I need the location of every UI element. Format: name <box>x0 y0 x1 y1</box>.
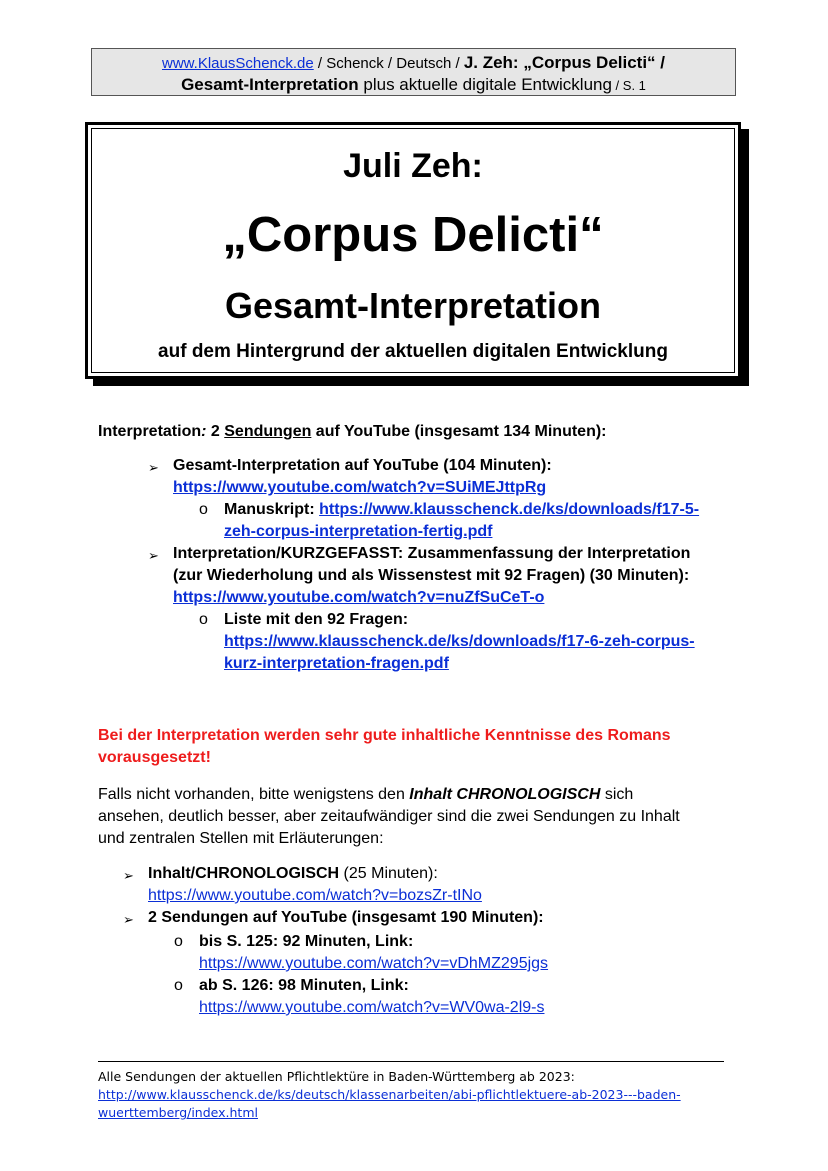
author-name: Juli Zeh: <box>343 147 483 185</box>
site-link[interactable]: www.KlausSchenck.de <box>161 55 314 72</box>
item2-line1: Interpretation/KURZGEFASST: Zusammenfassung der Interpretation <box>173 545 691 562</box>
item2-line2: (zur Wiederholung und als Wissenstest mit 92 Fragen) (30 Minuten): <box>173 567 690 584</box>
header-title-part1: J. Zeh: „Corpus Delicti“ / <box>463 53 666 72</box>
header-title-part2: Gesamt-Interpretation <box>181 75 359 94</box>
notice-line2: vorausgesetzt! <box>98 749 211 766</box>
title-box <box>85 122 741 379</box>
document-tagline: auf dem Hintergrund der aktuellen digitalen Entwicklung <box>158 341 668 362</box>
s2-item2-label: 2 Sendungen auf YouTube (insgesamt 190 Minuten): <box>148 909 544 926</box>
header-title-part3: plus aktuelle digitale Entwicklung <box>358 75 612 94</box>
header-line-1 <box>92 52 735 74</box>
intro-count: 2 <box>206 423 225 440</box>
para-line1 <box>98 786 633 804</box>
notice-line1: Bei der Interpretation werden sehr gute inhaltliche Kenntnisse des Romans <box>98 727 671 744</box>
footnote-link[interactable]: http://www.klausschenck.de/ks/deutsch/klassenarbeiten/abi-pflichtlektuere-ab-2023---baden- <box>98 1087 681 1102</box>
para-line3: und zentralen Stellen mit Erläuterungen: <box>98 830 384 847</box>
s2-sub2-label: ab S. 126: 98 Minuten, Link: <box>199 977 409 994</box>
circle-bullet-icon: o <box>174 933 183 950</box>
s2-sub1-link[interactable]: https://www.youtube.com/watch?v=vDhMZ295jgs <box>199 955 549 972</box>
footnote-link-cont[interactable]: wuerttemberg/index.html <box>98 1105 258 1120</box>
arrow-bullet-icon: ➢ <box>148 548 159 563</box>
intro-word: Interpretation <box>98 423 202 440</box>
item1-sub-link[interactable]: https://www.klausschenck.de/ks/downloads/f17-5- <box>319 501 700 518</box>
header-path: / Schenck / Deutsch / <box>313 55 464 72</box>
footnote-separator <box>98 1061 724 1062</box>
intro-colon: : <box>201 423 207 440</box>
para-emphasis: Inhalt CHRONOLOGISCH <box>409 786 601 803</box>
item2-sub-link[interactable]: https://www.klausschenck.de/ks/downloads/f17-6-zeh-corpus- <box>224 633 695 650</box>
s2-sub2-link[interactable]: https://www.youtube.com/watch?v=WV0wa-2l9-s <box>199 999 545 1016</box>
item2-sub-link-cont[interactable]: kurz-interpretation-fragen.pdf <box>224 655 449 672</box>
s2-item1-bold: Inhalt/CHRONOLOGISCH <box>148 865 340 882</box>
footnote-text: Alle Sendungen der aktuellen Pflichtlektüre in Baden-Württemberg ab 2023: <box>98 1069 575 1084</box>
arrow-bullet-icon: ➢ <box>148 460 159 475</box>
s2-item1-rest: (25 Minuten): <box>339 865 438 882</box>
para-text-a: Falls nicht vorhanden, bitte wenigstens den <box>98 786 410 803</box>
intro-rest: auf YouTube (insgesamt 134 Minuten): <box>311 423 607 440</box>
circle-bullet-icon: o <box>174 977 183 994</box>
circle-bullet-icon: o <box>199 611 208 628</box>
page-header <box>91 48 736 96</box>
para-text-c: sich <box>600 786 634 803</box>
arrow-bullet-icon: ➢ <box>123 912 134 927</box>
item1-sub-label: Manuskript: <box>224 501 320 518</box>
circle-bullet-icon: o <box>199 501 208 518</box>
item2-sub-label: Liste mit den 92 Fragen: <box>224 611 409 628</box>
work-title: „Corpus Delicti“ <box>222 208 604 262</box>
item1-label: Gesamt-Interpretation auf YouTube (104 Minuten): <box>173 457 552 474</box>
item1-sub <box>224 501 699 519</box>
item1-sub-link-cont[interactable]: zeh-corpus-interpretation-fertig.pdf <box>224 523 493 540</box>
s2-sub1-label: bis S. 125: 92 Minuten, Link: <box>199 933 414 950</box>
s2-item1 <box>148 865 438 883</box>
item2-link[interactable]: https://www.youtube.com/watch?v=nuZfSuCeT-o <box>173 589 545 606</box>
document-subtitle: Gesamt-Interpretation <box>224 285 602 326</box>
intro-underlined: Sendungen <box>224 423 312 440</box>
header-line-2 <box>92 74 735 96</box>
page-number: / S. 1 <box>611 78 646 93</box>
item1-link[interactable]: https://www.youtube.com/watch?v=SUiMEJttpRg <box>173 479 547 496</box>
arrow-bullet-icon: ➢ <box>123 868 134 883</box>
s2-item1-link[interactable]: https://www.youtube.com/watch?v=bozsZr-tINo <box>148 887 482 904</box>
section1-intro <box>98 423 607 441</box>
para-line2: ansehen, deutlich besser, aber zeitaufwändiger sind die zwei Sendungen zu Inhalt <box>98 808 680 825</box>
